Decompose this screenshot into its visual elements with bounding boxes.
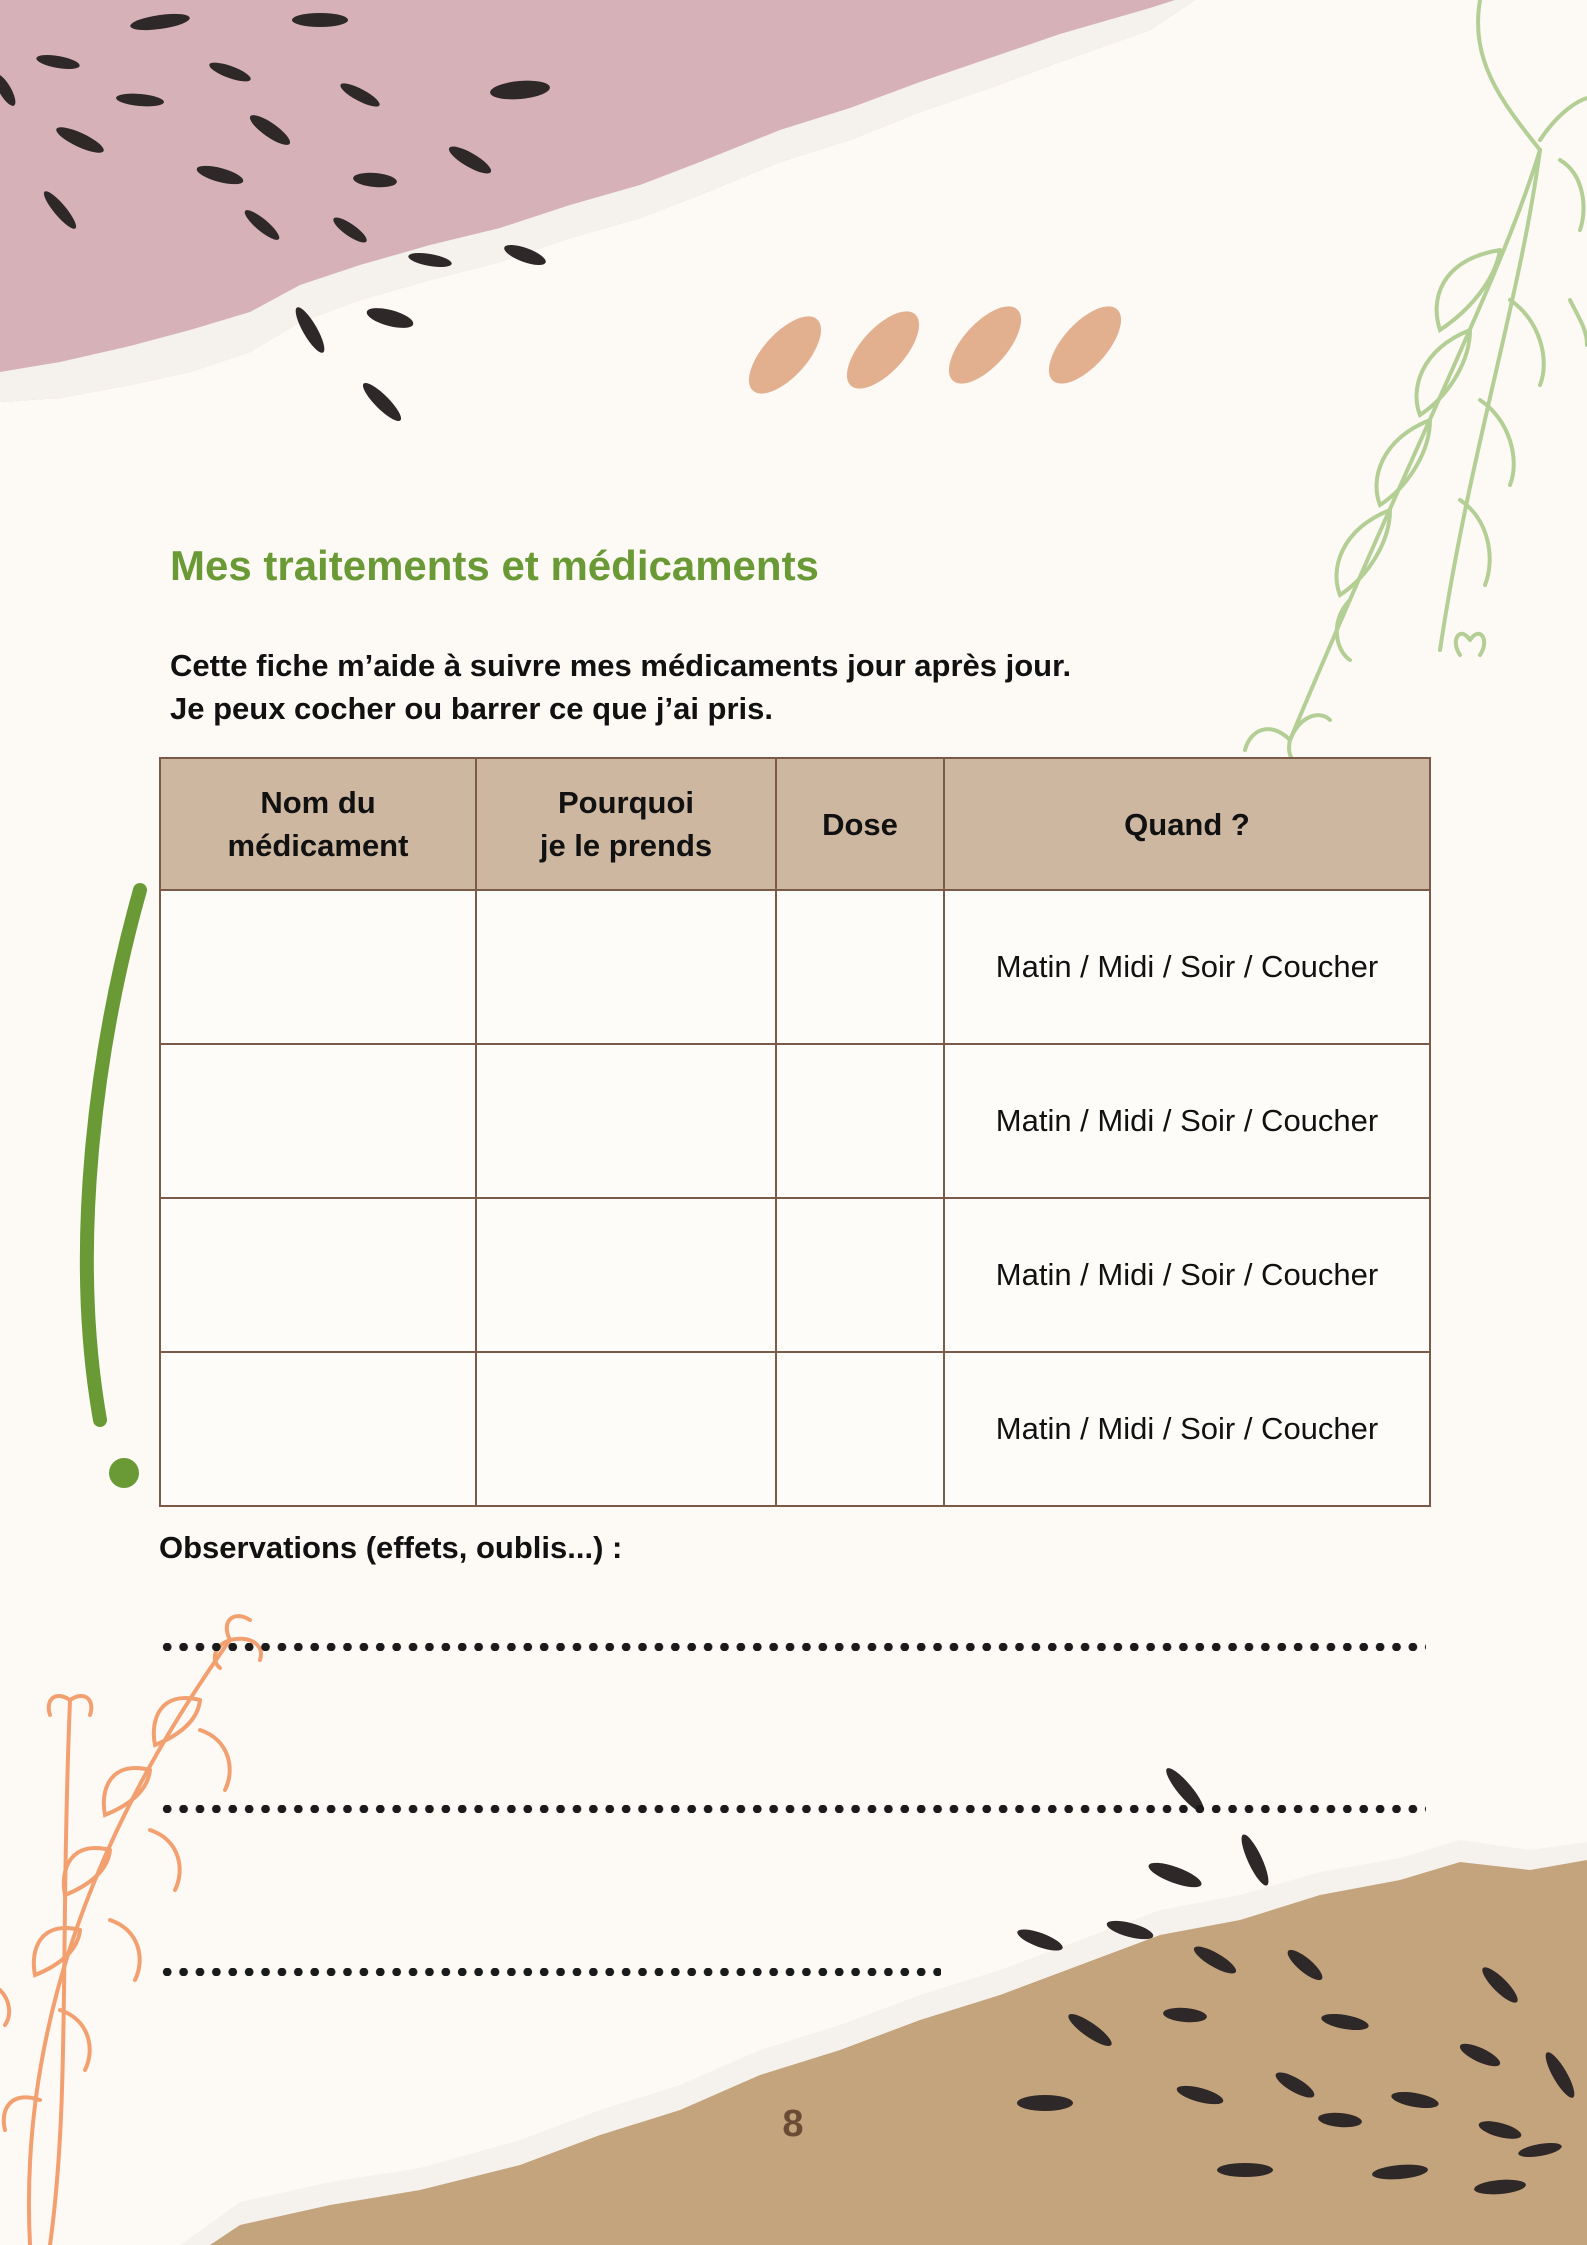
- intro-line-2: Je peux cocher ou barrer ce que j’ai pris.: [170, 691, 774, 726]
- when-cell[interactable]: Matin / Midi / Soir / Coucher: [944, 890, 1430, 1044]
- reason-cell[interactable]: [476, 1198, 776, 1352]
- dose-cell[interactable]: [776, 890, 944, 1044]
- page-title: Mes traitements et médicaments: [170, 542, 819, 589]
- header-name-line-2: médicament: [227, 828, 409, 863]
- header-dose: Dose: [776, 758, 944, 890]
- reason-cell[interactable]: [476, 1352, 776, 1506]
- header-medication-name: [160, 758, 476, 890]
- medication-name-cell[interactable]: [160, 1044, 476, 1198]
- intro-text: [170, 644, 1420, 730]
- medication-name-cell[interactable]: [160, 1198, 476, 1352]
- table-row: [160, 1198, 1430, 1352]
- table-row: [160, 1352, 1430, 1506]
- observation-line-2[interactable]: [159, 1805, 1426, 1813]
- table-row: [160, 1044, 1430, 1198]
- dose-cell[interactable]: [776, 1352, 944, 1506]
- dose-cell[interactable]: [776, 1044, 944, 1198]
- orange-sprig-bottom-left: [0, 1616, 261, 2245]
- medication-name-cell[interactable]: [160, 1352, 476, 1506]
- header-when: Quand ?: [944, 758, 1430, 890]
- medication-table: [159, 757, 1431, 1507]
- peach-strokes: [737, 295, 1134, 406]
- when-cell[interactable]: Matin / Midi / Soir / Coucher: [944, 1044, 1430, 1198]
- observation-line-1[interactable]: [159, 1643, 1426, 1651]
- reason-cell[interactable]: [476, 890, 776, 1044]
- observation-line-3[interactable]: [159, 1968, 941, 1976]
- header-name-line-1: Nom du: [260, 785, 376, 820]
- reason-cell[interactable]: [476, 1044, 776, 1198]
- table-row: [160, 890, 1430, 1044]
- green-accent-stroke: [87, 890, 140, 1488]
- header-reason-line-2: je le prends: [539, 828, 713, 863]
- header-reason: [476, 758, 776, 890]
- observations-label: Observations (effets, oublis...) :: [159, 1530, 623, 1565]
- kraft-torn-paper-shape: [180, 1764, 1587, 2245]
- dose-cell[interactable]: [776, 1198, 944, 1352]
- page-number: 8: [782, 2103, 804, 2145]
- pink-torn-paper-shape: [0, 0, 1195, 425]
- header-reason-line-1: Pourquoi: [557, 785, 695, 820]
- medication-name-cell[interactable]: [160, 890, 476, 1044]
- when-cell[interactable]: Matin / Midi / Soir / Coucher: [944, 1198, 1430, 1352]
- intro-line-1: Cette fiche m’aide à suivre mes médicaments jour après jour.: [170, 648, 1072, 683]
- table-header-row: [160, 758, 1430, 890]
- when-cell[interactable]: Matin / Midi / Soir / Coucher: [944, 1352, 1430, 1506]
